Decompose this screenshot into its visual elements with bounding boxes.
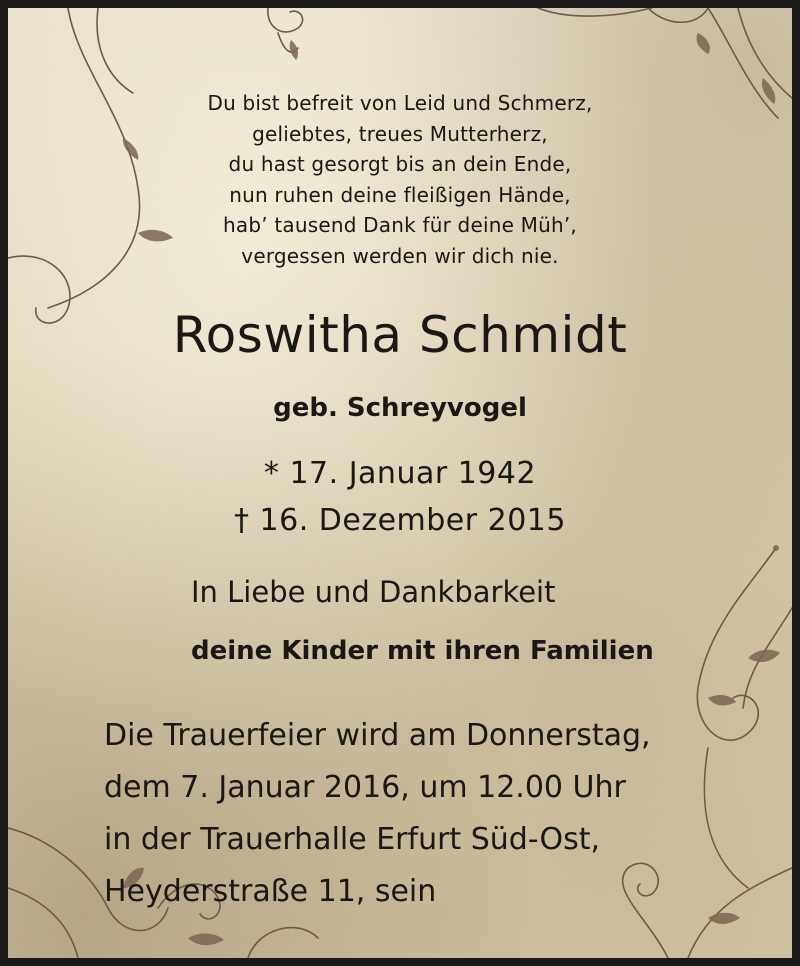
poem-line: du hast gesorgt bis an dein Ende, xyxy=(228,152,572,176)
poem-line: Du bist befreit von Leid und Schmerz, xyxy=(207,91,593,115)
service-line: Heyderstraße 11, sein xyxy=(104,874,437,909)
birth-name: geb. Schreyvogel xyxy=(273,393,527,423)
service-line: in der Trauerhalle Erfurt Süd-Ost, xyxy=(104,822,601,857)
poem-line: hab’ tausend Dank für deine Müh’, xyxy=(223,213,577,237)
funeral-service-notice xyxy=(104,710,651,918)
poem-line: nun ruhen deine fleißigen Hände, xyxy=(229,182,571,207)
poem xyxy=(8,88,792,271)
deceased-name: Roswitha Schmidt xyxy=(172,306,628,364)
poem-line: vergessen werden wir dich nie. xyxy=(241,243,559,268)
obituary-card xyxy=(8,8,792,958)
service-line: dem 7. Januar 2016, um 12.00 Uhr xyxy=(104,770,626,805)
mourners-intro: In Liebe und Dankbarkeit xyxy=(191,575,556,609)
poem-line: geliebtes, treues Mutterherz, xyxy=(252,121,548,146)
birth-date: * 17. Januar 1942 xyxy=(263,456,537,491)
mourners-family: deine Kinder mit ihren Familien xyxy=(191,636,654,666)
service-line: Die Trauerfeier wird am Donnerstag, xyxy=(104,718,651,753)
death-date: † 16. Dezember 2015 xyxy=(234,503,566,538)
